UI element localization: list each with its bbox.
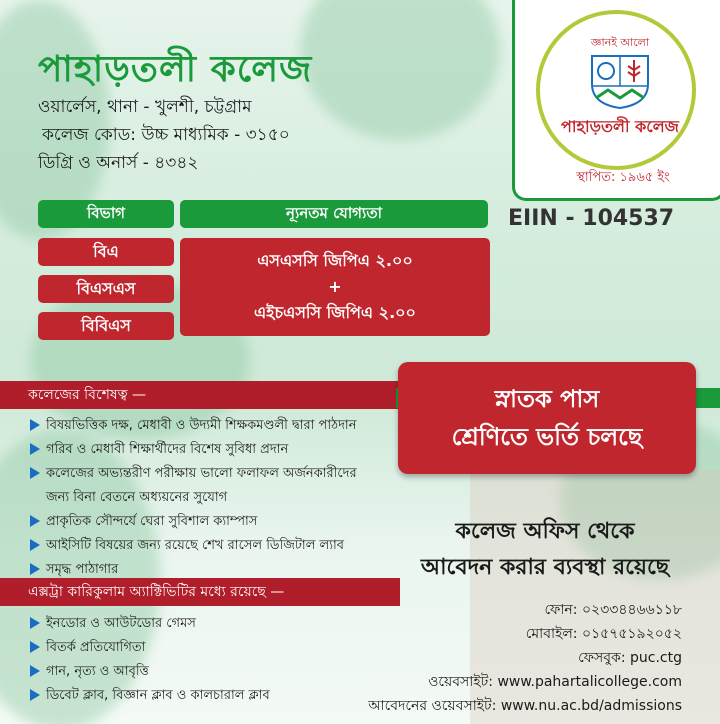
extra-item: গান, নৃত্য ও আবৃত্তি <box>30 662 149 683</box>
contact-apply-website: আবেদনের ওয়েবসাইট: www.nu.ac.bd/admissions <box>368 698 682 714</box>
logo-college-name: পাহাড়তলী কলেজ <box>561 117 679 136</box>
contact-facebook: ফেসবুক: puc.ctg <box>578 650 682 666</box>
extra-item: ইনডোর ও আউটডোর গেমস <box>30 614 196 635</box>
department-header: বিভাগ <box>38 200 174 228</box>
bullet-triangle-icon <box>30 617 40 629</box>
department-bss: বিএসএস <box>38 275 174 303</box>
qualification-header: ন্যূনতম যোগ্যতা <box>180 200 488 228</box>
contact-phone: ফোন: ০২৩৩৪৪৬৬১১৮ <box>544 602 682 618</box>
admission-line-1: স্নাতক পাস <box>494 385 600 413</box>
bullet-triangle-icon <box>30 443 40 455</box>
shield-icon <box>588 54 652 110</box>
extra-item: ডিবেট ক্লাব, বিজ্ঞান ক্লাব ও কালচারাল ক্লাব <box>30 686 270 707</box>
feature-item: প্রাকৃতিক সৌন্দর্যে ঘেরা সুবিশাল ক্যাম্পাস <box>30 512 257 533</box>
office-line-1: কলেজ অফিস থেকে <box>455 519 635 544</box>
bullet-triangle-icon <box>30 515 40 527</box>
bullet-triangle-icon <box>30 689 40 701</box>
bullet-triangle-icon <box>30 665 40 677</box>
feature-item: গরিব ও মেধাবী শিক্ষার্থীদের বিশেষ সুবিধা প্রদান <box>30 440 288 461</box>
feature-item: বিষয়ভিত্তিক দক্ষ, মেধাবী ও উদ্যমী শিক্ষকমণ্ডলী দ্বারা পাঠদান <box>30 416 356 437</box>
logo-motto: জ্ঞানই আলো <box>590 36 650 49</box>
feature-item: আইসিটি বিষয়ের জন্য রয়েছে শেখ রাসেল ডিজিটাল ল্যাব <box>30 536 344 557</box>
bullet-triangle-icon <box>30 641 40 653</box>
bullet-triangle-icon <box>30 467 40 479</box>
department-ba: বিএ <box>38 238 174 266</box>
feature-item-continued: জন্য বিনা বেতনে অধ্যয়নের সুযোগ <box>46 490 228 505</box>
minimum-qualification <box>180 238 490 336</box>
bullet-triangle-icon <box>30 539 40 551</box>
college-code-hsc: কলেজ কোড: উচ্চ মাধ্যমিক - ৩১৫০ <box>42 125 290 145</box>
admission-line-2: শ্রেণিতে ভর্তি চলছে <box>451 423 643 451</box>
bullet-triangle-icon <box>30 563 40 575</box>
college-code-degree: ডিগ্রি ও অনার্স - ৪৩৪২ <box>38 153 199 173</box>
qualification-plus: + <box>328 277 342 296</box>
logo-card <box>512 0 720 201</box>
department-bbs: বিবিএস <box>38 312 174 340</box>
background-tree <box>300 0 500 140</box>
office-line-2: আবেদন করার ব্যবস্থা রয়েছে <box>420 555 670 580</box>
qualification-ssc: এসএসসি জিপিএ ২.০০ <box>257 251 413 270</box>
college-logo <box>536 10 696 170</box>
features-heading: কলেজের বিশেষত্ব — <box>0 381 400 409</box>
feature-item: কলেজের অভ্যন্তরীণ পরীক্ষায় ভালো ফলাফল অর্জনকারীদের <box>30 464 357 485</box>
contact-website: ওয়েবসাইট: www.pahartalicollege.com <box>428 674 682 690</box>
contact-mobile: মোবাইল: ০১৫৭৫১৯২০৫২ <box>525 626 682 642</box>
admission-banner <box>398 362 696 474</box>
college-name: পাহাড়তলী কলেজ <box>38 49 313 90</box>
logo-established: স্থাপিত: ১৯৬৫ ইং <box>576 170 670 185</box>
extra-heading: এক্সট্রা কারিকুলাম অ্যাক্টিভিটির মধ্যে রয়েছে — <box>0 578 400 606</box>
feature-item: সমৃদ্ধ পাঠাগার <box>30 560 118 581</box>
qualification-hsc: এইচএসসি জিপিএ ২.০০ <box>254 303 416 322</box>
extra-item: বিতর্ক প্রতিযোগিতা <box>30 638 145 659</box>
college-address: ওয়ার্লেস, থানা - খুলশী, চট্টগ্রাম <box>38 97 252 117</box>
bullet-triangle-icon <box>30 419 40 431</box>
eiin-number: EIIN - 104537 <box>508 206 675 231</box>
